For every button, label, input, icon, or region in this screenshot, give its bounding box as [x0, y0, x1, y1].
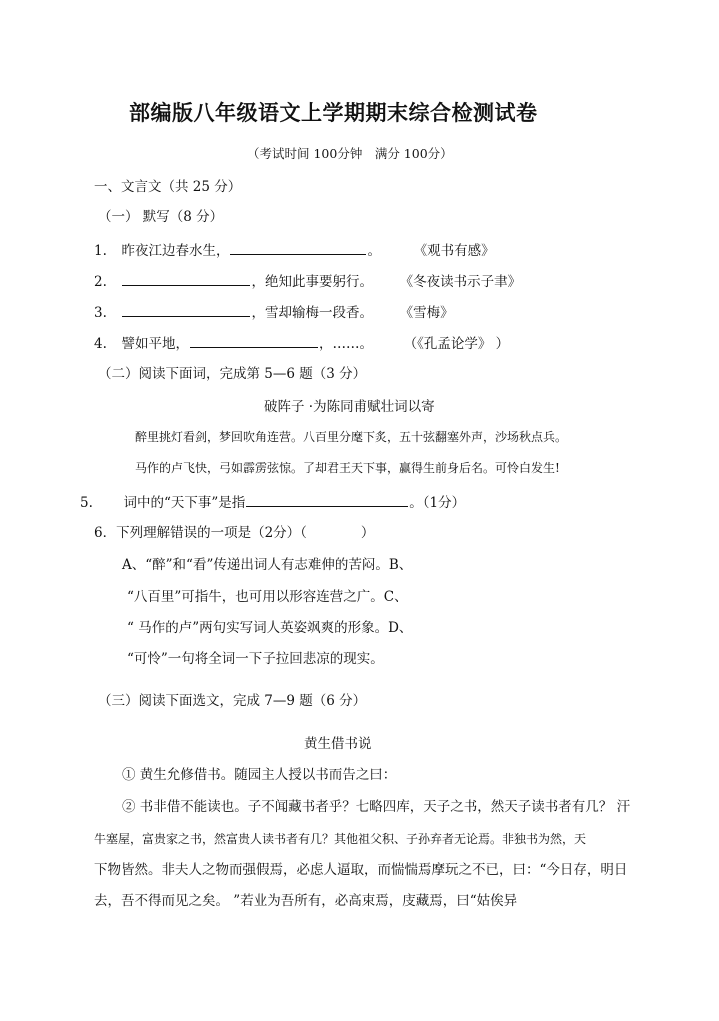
section1-heading: 一、文言文（共 25 分） [94, 179, 242, 195]
part2-heading: （二）阅读下面词，完成第 5—6 题（3 分） [98, 366, 367, 382]
essay-paragraph: ① 黄生允修借书。随园主人授以书而告之曰： [122, 767, 397, 783]
item-source: 《观书有感》 [413, 243, 495, 259]
item-text-before: 昨夜江边春水生， [121, 243, 230, 259]
question-6-option: “ 马作的卢”两句实写词人英姿飒爽的形象。D、 [127, 620, 413, 636]
poem-line: 马作的卢飞快，弓如霹雳弦惊。了却君王天下事，赢得生前身后名。可怜白发生! [135, 461, 560, 475]
dictation-item [94, 302, 454, 322]
item-number: 3. [94, 305, 107, 321]
question-6-option: “可怜”一句将全词一下子拉回悲凉的现实。 [127, 651, 384, 667]
item-source: 《雪梅》 [399, 305, 454, 321]
question-number: 5. [80, 495, 93, 511]
essay-paragraph: ② 书非借不能读也。子不闻藏书者乎？七略四库，天子之书，然天子读书者有几？ 汗 [122, 799, 631, 815]
answer-blank[interactable] [122, 302, 250, 317]
answer-blank[interactable] [246, 492, 408, 507]
dictation-item [94, 240, 495, 260]
question-6-option: “八百里”可指牛，也可用以形容连营之广。C、 [127, 589, 408, 605]
answer-blank[interactable] [190, 333, 318, 348]
item-text-before: 譬如平地， [121, 336, 189, 352]
item-text-after: ，……。 [318, 336, 373, 352]
question-tail: 。（1分） [409, 495, 466, 511]
dictation-item [94, 333, 509, 353]
item-source: 《冬夜读书示子聿》 [399, 274, 522, 290]
poem-line: 醉里挑灯看剑，梦回吹角连营。八百里分麾下炙，五十弦翻塞外声，沙场秋点兵。 [135, 430, 568, 444]
part3-heading: （三）阅读下面选文，完成 7—9 题（6 分） [98, 693, 367, 709]
answer-blank[interactable] [230, 240, 366, 255]
essay-paragraph: 牛塞屋，富贵家之书，然富贵人读书者有几？其他祖父积、子孙弃者无论焉。非独书为然，天 [94, 832, 587, 846]
item-number: 1. [94, 243, 107, 259]
item-text-after: 。 [367, 243, 381, 259]
item-number: 4. [94, 336, 107, 352]
essay-paragraph: 去，吾不得而见之矣。 ”若业为吾所有，必高束焉，庋藏焉，曰“姑俟异 [94, 893, 518, 909]
poem-title: 破阵子 ·为陈同甫赋壮词以寄 [264, 399, 435, 415]
question-5 [80, 492, 465, 512]
answer-blank[interactable] [122, 271, 250, 286]
essay-title: 黄生借书说 [304, 736, 372, 752]
part1-heading: （一） 默写（8 分） [98, 209, 224, 225]
item-text-after: ，雪却输梅一段香。 [251, 305, 373, 321]
page-title: 部编版八年级语文上学期期末综合检测试卷 [129, 101, 538, 125]
item-text-after: ，绝知此事要躬行。 [251, 274, 373, 290]
item-number: 2. [94, 274, 107, 290]
item-source: （《孔孟论学》 ） [403, 336, 510, 352]
essay-paragraph: 下物皆然。非夫人之物而强假焉，必虑人逼取，而惴惴焉摩玩之不已，曰：“今日存，明日 [94, 862, 628, 878]
question-6-stem: 6．下列理解错误的一项是（2分）（ ） [94, 525, 375, 541]
exam-subtitle: （考试时间 100分钟 满分 100分） [247, 146, 453, 161]
dictation-item [94, 271, 521, 291]
question-6-option: A、“醉”和“看”传递出词人有志难伸的苦闷。B、 [122, 557, 413, 573]
question-text: 词中的“天下事”是指 [123, 495, 246, 511]
